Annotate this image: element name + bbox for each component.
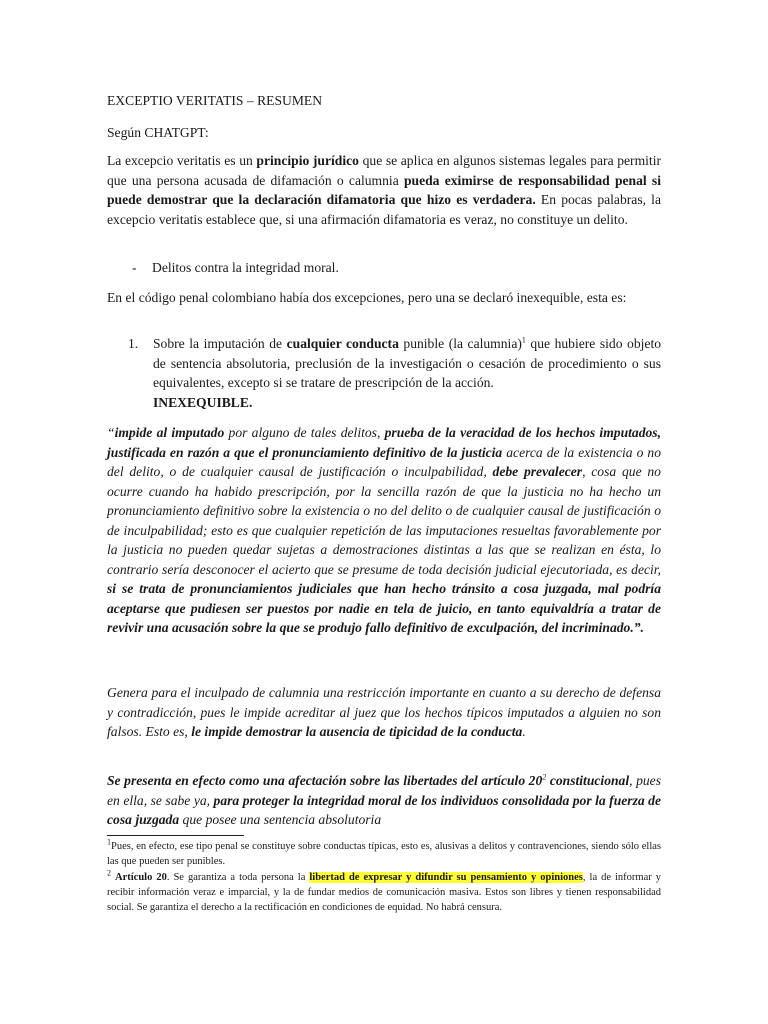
bold-run: prueba de la veracidad de los hechos imputados, justificada en razón a que el pronunciamiento definitivo de la justicia <box>107 425 661 460</box>
bold-run: impide al imputado <box>114 425 225 440</box>
source-line: Según CHATGPT: <box>107 125 209 140</box>
paragraph-codigo-penal: En el código penal colombiano había dos excepciones, pero una se declaró inexequible, esta es: <box>107 290 627 305</box>
bullet-item <box>132 258 652 278</box>
highlighted-text: libertad de expresar y difundir su pensamiento y opiniones <box>309 872 583 883</box>
bold-run: pueda eximirse de responsabilidad penal si puede demostrar que la declaración difamatoria que hizo es verdadera. <box>107 172 661 207</box>
text-run: , cosa que no ocurre cuando ha habido prescripción, por la sencilla razón de que la justicia no ha hecho un pronunciamiento definitivo sobre la existencia o no del delito o de cualquier causal de justificación o de inculpabilidad; esto es que cualquier repetición de las imputaciones resueltas favorablemente por la justicia no pueden quedar sujetas a demostraciones distintas a las que se realizan en ésta, lo contrario sería desconocer el acierto que se presume de toda decisión judicial ejecutoriada, es decir, <box>107 464 661 577</box>
footnote-ref[interactable]: 1 <box>521 335 526 345</box>
item-number: 1. <box>128 336 139 351</box>
footnote-mark: 2 <box>107 868 111 878</box>
text-run: acerca de la existencia o no del delito, o de cualquier causal de justificación o inculpabilidad, <box>107 444 661 479</box>
text-run: , la de informar y recibir información veraz e imparcial, y la de fundar medios de comunicación masiva. Estos son libres y tienen responsabilidad social. Se garantiza el derecho a la rectificación en condiciones de equidad. No habrá censura. <box>107 872 661 913</box>
footnote-1 <box>107 839 661 869</box>
footnote-mark: 1 <box>107 837 111 847</box>
footnote-text: Pues, en efecto, ese tipo penal se constituye sobre conductas típicas, esto es, alusivas a delitos y contravenciones, siendo sólo ellas las que pueden ser punibles. <box>107 841 661 867</box>
paragraph-definition <box>107 151 661 229</box>
footnote-ref[interactable]: 2 <box>542 772 547 782</box>
footnote-separator <box>107 835 244 836</box>
text-run: que hubiere sido objeto de sentencia absolutoria, preclusión de la investigación o cesación de procedimiento o sus equivalentes, excepto si se tratare de prescripción de la acción. <box>153 336 662 390</box>
document-title: EXCEPTIO VERITATIS – RESUMEN <box>107 93 323 108</box>
bold-run: Se presenta en efecto como una afectación sobre las libertades del artículo 20 <box>107 773 543 788</box>
footnote-2 <box>107 870 661 915</box>
inexequible-label: INEXEQUIBLE. <box>153 394 253 410</box>
open-quote: “ <box>107 425 115 440</box>
bold-run: debe prevalecer <box>492 464 583 479</box>
text-run: por alguno de tales delitos, <box>224 425 385 440</box>
item-body <box>153 334 661 412</box>
text-run: En pocas palabras, la excepcio veritatis establece que, si una afirmación difamatoria es veraz, no constituye un delito. <box>107 192 661 227</box>
bold-run: cualquier conducta <box>286 336 399 351</box>
text-run: Sobre la imputación de <box>153 336 287 351</box>
quote-paragraph <box>107 423 661 638</box>
bullet-dash: - <box>132 260 137 275</box>
text-run: . Se garantiza a toda persona la <box>166 872 310 883</box>
text-run: Genera para el inculpado de calumnia una restricción importante en cuanto a su derecho de defensa y contradicción, pues le impide acreditar al juez que los hechos típicos imputados a alguien no son falsos. Esto es, <box>107 685 661 739</box>
paragraph-restriccion <box>107 683 661 742</box>
text-run: punible (la calumnia) <box>398 336 522 351</box>
text-run: que se aplica en algunos sistemas legales para permitir que una persona acusada de difamación o calumnia <box>107 153 662 188</box>
paragraph-afectacion <box>107 771 661 830</box>
bold-run: principio jurídico <box>256 153 359 168</box>
text-run: . <box>522 724 526 739</box>
text-run: que posee una sentencia absolutoria <box>179 812 382 827</box>
bold-run: para proteger la integridad moral de los individuos consolidada por la fuerza de cosa juzgada <box>107 792 662 827</box>
bold-run: Artículo 20 <box>115 872 167 883</box>
text-run: , pues en ella, se sabe ya, <box>107 773 662 808</box>
text-run: La excepcio veritatis es un <box>107 153 257 168</box>
bold-run: constitucional <box>546 773 630 788</box>
bullet-text: Delitos contra la integridad moral. <box>152 260 339 275</box>
bold-run: si se trata de pronunciamientos judiciales que han hecho tránsito a cosa juzgada, mal podría aceptarse que pudiesen ser puestos por nadie en tela de juicio, en tanto equivaldría a tratar de revivir una acusación sobre la que se produjo fallo definitivo de exculpación, del incriminado.”. <box>107 581 661 635</box>
bold-run: le impide demostrar la ausencia de tipicidad de la conducta <box>191 724 523 739</box>
numbered-item-1 <box>128 334 661 412</box>
